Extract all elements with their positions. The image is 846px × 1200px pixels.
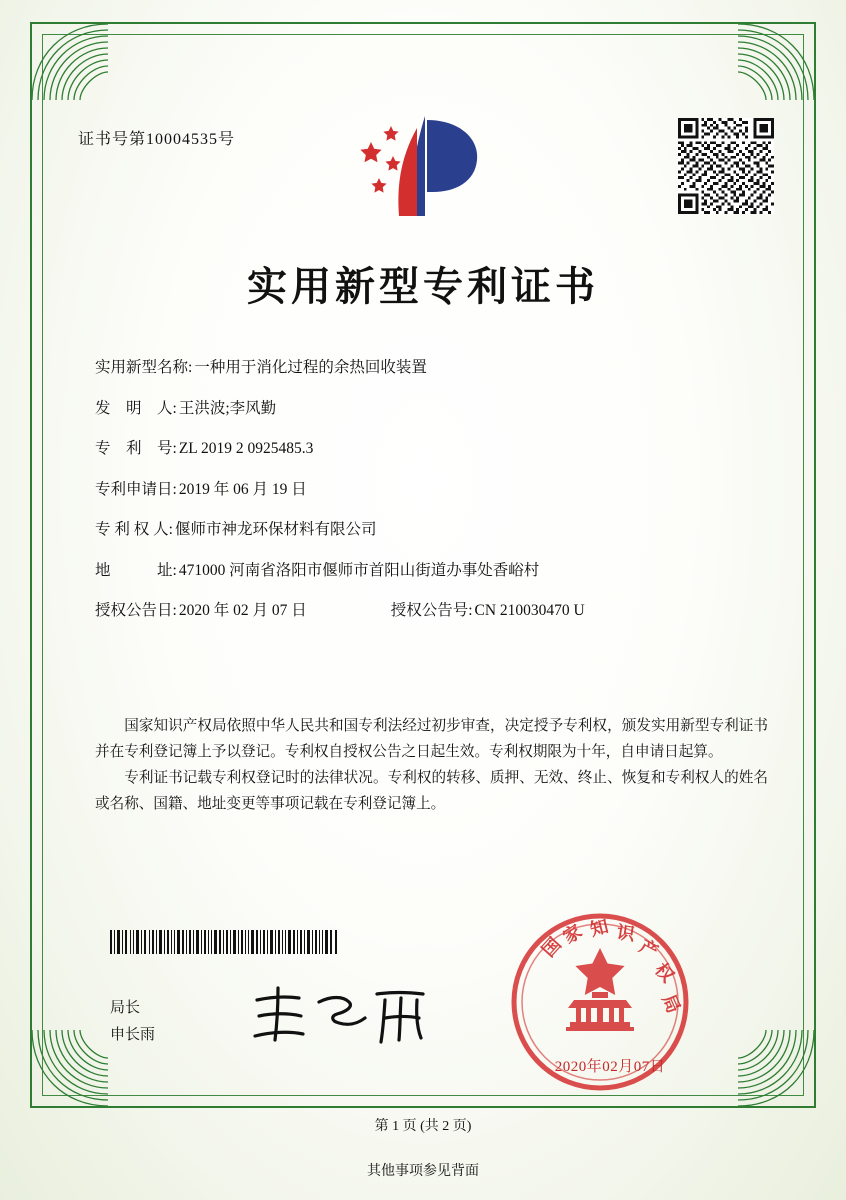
certificate-number: 证书号第10004535号 [78,131,236,148]
field-value: 2019 年 06 月 19 日 [178,480,307,498]
svg-text:权: 权 [651,959,678,987]
legal-paragraph-2: 专利证书记载专利权登记时的法律状况。专利权的转移、质押、无效、终止、恢复和专利权人的姓名或名称、国籍、地址变更等事项记载在专利登记簿上。 [95,770,768,812]
field-value: ZL 2019 2 0925485.3 [178,440,314,457]
handwritten-signature-icon [245,980,445,1050]
field-address [95,563,766,579]
svg-text:产: 产 [636,935,662,962]
field-value: 偃师市神龙环保材料有限公司 [174,521,377,538]
svg-text:识: 识 [615,922,637,945]
svg-text:局: 局 [658,991,684,1017]
field-label: 专利申请日: [95,480,177,498]
signature-role: 局长 [110,1000,141,1016]
barcode [110,930,338,954]
field-value: 一种用于消化过程的余热回收装置 [194,359,427,376]
field-label: 专 利 权 人: [95,521,173,538]
announcement-date-value: 2020 年 02 月 07 日 [178,602,307,619]
legal-paragraph-1: 国家知识产权局依照中华人民共和国专利法经过初步审查，决定授予专利权，颁发实用新型专利证书并在专利登记簿上予以登记。专利权自授权公告之日起生效。专利权期限为十年，自申请日起算。 [95,718,768,760]
cnipa-logo-icon [355,112,485,224]
qr-code [678,118,774,214]
svg-text:知: 知 [588,916,611,940]
seal-date: 2020年02月07日 [554,1059,666,1075]
field-inventor [95,401,766,417]
field-label: 地 址: [95,561,177,579]
page-number: 第 1 页 (共 2 页) [374,1119,472,1134]
field-application-date [95,482,766,498]
field-utility-model-name [95,360,766,376]
footer-note: 其他事项参见背面 [367,1164,479,1179]
signature-name: 申长雨 [110,1027,156,1043]
field-value: 471000 河南省洛阳市偃师市首阳山街道办事处香峪村 [178,561,540,579]
svg-text:国: 国 [538,933,566,961]
field-label: 发 明 人: [95,399,177,417]
svg-text:家: 家 [559,920,586,948]
announcement-date-label: 授权公告日: [95,602,177,619]
signature-block [110,995,155,1049]
field-patentee [95,522,766,538]
fields-section [95,360,766,641]
field-label: 专 利 号: [95,440,177,457]
field-patent-number [95,441,766,457]
field-label: 实用新型名称: [95,359,193,376]
announcement-row [95,603,766,619]
page-title: 实用新型专利证书 [247,264,599,309]
announcement-number-value: CN 210030470 U [474,602,585,619]
legal-text-section [95,713,768,817]
field-value: 王洪波;李风勤 [178,399,277,417]
announcement-number-label: 授权公告号: [390,602,473,619]
